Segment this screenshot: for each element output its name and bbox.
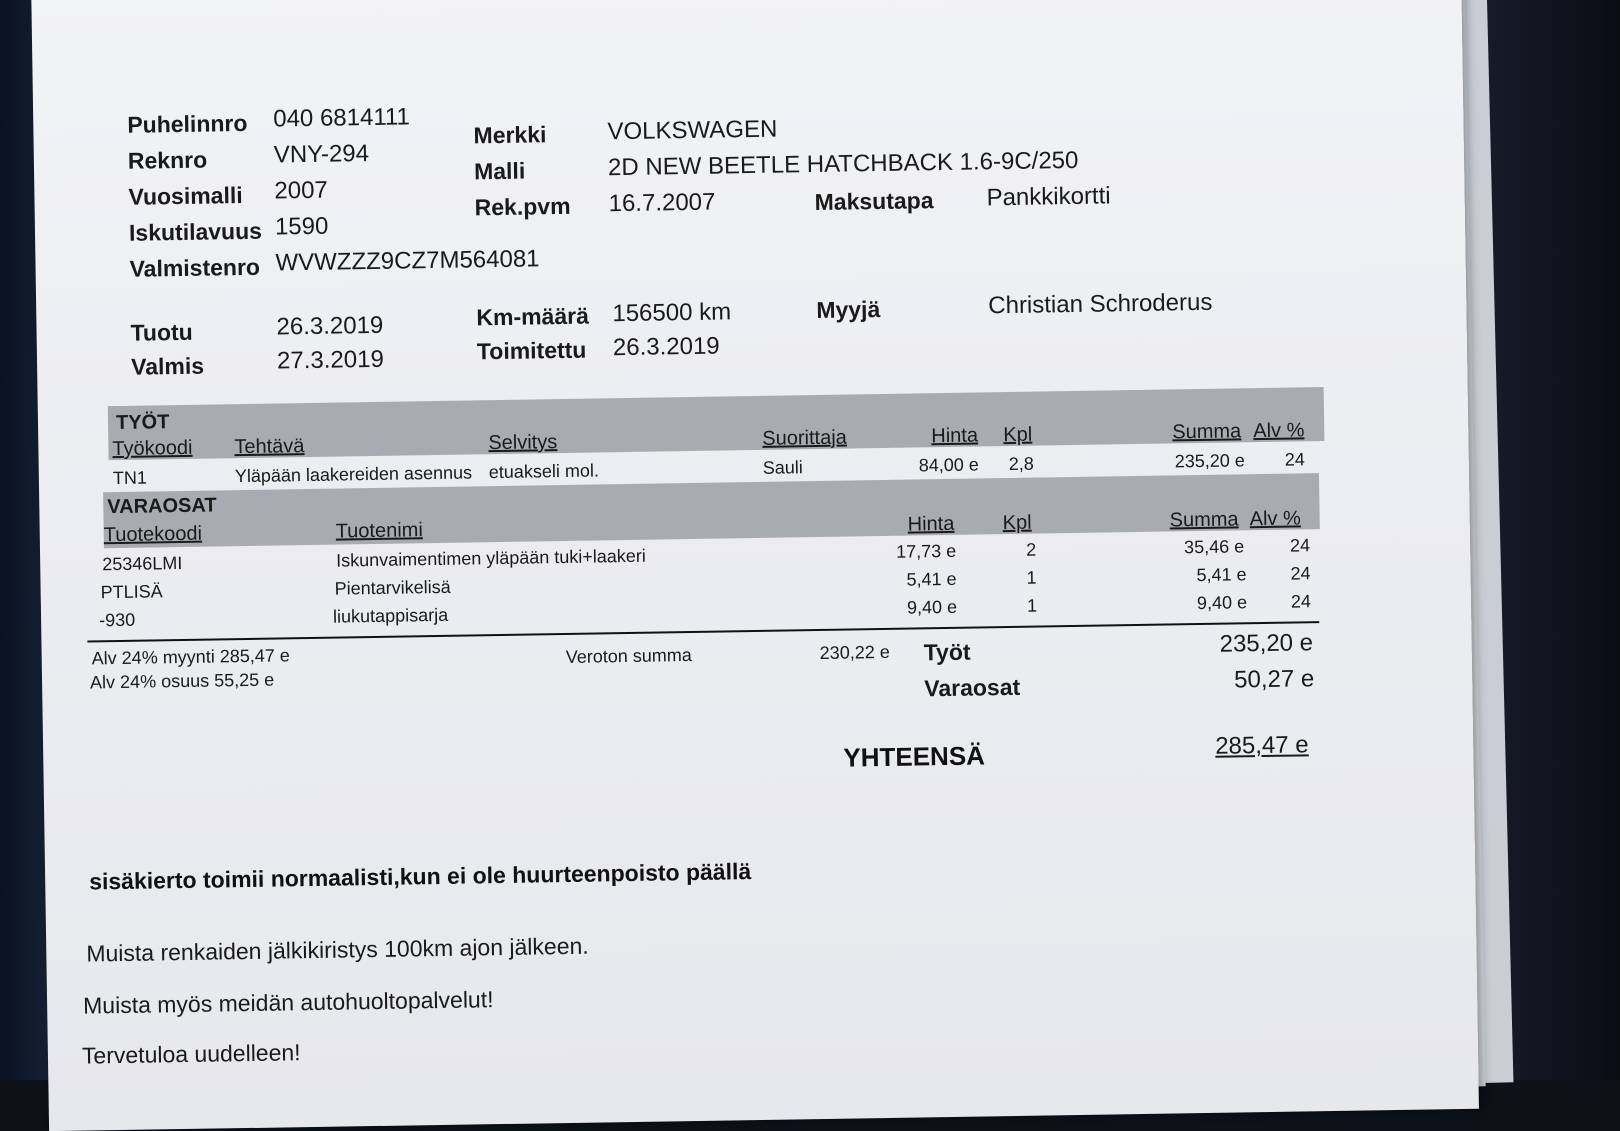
tyot-total-value: 235,20 e [1219, 629, 1314, 658]
iskutilavuus-value: 1590 [274, 212, 329, 241]
note-tervetuloa: Tervetuloa uudelleen! [81, 1039, 301, 1069]
toimitettu-label: Toimitettu [476, 336, 587, 365]
note-sisakierto: sisäkierto toimii normaalisti,kun ei ole huurteenpoisto päällä [88, 858, 752, 895]
varaosat-row-1-alv: 24 [1289, 535, 1311, 556]
maksutapa-label: Maksutapa [814, 187, 934, 216]
varaosat-row-2-kpl: 1 [1026, 567, 1037, 588]
valmis-value: 27.3.2019 [276, 345, 385, 375]
tyot-row-koodi: TN1 [112, 467, 148, 489]
tyot-row-alv: 24 [1284, 449, 1305, 470]
alv-myynti: Alv 24% myynti 285,47 e [91, 645, 290, 669]
valmistenro-value: WVWZZZ9CZ7M564081 [275, 245, 540, 277]
tyot-header-hinta: Hinta [931, 424, 979, 448]
tyot-header-selvitys: Selvitys [488, 431, 558, 455]
yhteensa-value: 285,47 e [1215, 731, 1309, 760]
varaosat-row-3-alv: 24 [1290, 591, 1312, 612]
tyot-total-label: Työt [923, 638, 971, 666]
tuotu-label: Tuotu [130, 318, 193, 346]
varaosat-row-3-summa: 9,40 e [1196, 592, 1248, 614]
varaosat-header-summa: Summa [1169, 508, 1239, 532]
varaosat-row-1-kpl: 2 [1025, 539, 1037, 560]
varaosat-header-tuotenimi: Tuotenimi [335, 519, 423, 543]
varaosat-row-1-hinta: 17,73 e [895, 540, 957, 562]
yhteensa-label: YHTEENSÄ [843, 740, 986, 773]
puhelinnro-value: 040 6814111 [273, 103, 411, 133]
invoice-paper [31, 0, 1479, 1131]
myyja-label: Myyjä [816, 296, 881, 324]
varaosat-row-2-koodi: PTLISÄ [100, 581, 163, 603]
varaosat-total-label: Varaosat [924, 673, 1021, 702]
tyot-header-summa: Summa [1172, 420, 1242, 444]
varaosat-row-1-nimi: Iskunvaimentimen yläpään tuki+laakeri [336, 545, 646, 571]
varaosat-row-3-kpl: 1 [1026, 595, 1038, 616]
tyot-header-kpl: Kpl [1003, 423, 1033, 447]
note-autohuolto: Muista myös meidän autohuoltopalvelut! [82, 986, 494, 1019]
rekpvm-label: Rek.pvm [474, 192, 571, 221]
merkki-value: VOLKSWAGEN [607, 115, 778, 146]
tyot-title: TYÖT [115, 411, 170, 435]
tyot-header-tehtava: Tehtävä [234, 435, 305, 459]
tuotu-value: 26.3.2019 [276, 311, 384, 341]
tyot-row-suorittaja: Sauli [762, 457, 803, 478]
maksutapa-value: Pankkikortti [986, 182, 1111, 212]
tyot-row-kpl: 2,8 [1008, 453, 1034, 475]
tyot-row-selvitys: etuakseli mol. [488, 460, 600, 483]
vuosimalli-label: Vuosimalli [128, 182, 243, 210]
note-renkaat: Muista renkaiden jälkikiristys 100km ajon jälkeen. [86, 932, 589, 967]
varaosat-total-value: 50,27 e [1233, 665, 1315, 694]
varaosat-row-1-koodi: 25346LMI [102, 552, 183, 575]
tyot-header-alv: Alv % [1253, 419, 1305, 443]
varaosat-row-3-nimi: liukutappisarja [332, 604, 449, 627]
varaosat-row-3-hinta: 9,40 e [906, 596, 958, 618]
varaosat-header-tuotekoodi: Tuotekoodi [103, 522, 203, 547]
varaosat-header-hinta: Hinta [907, 512, 955, 536]
rekpvm-value: 16.7.2007 [608, 188, 716, 218]
kmmaara-value: 156500 km [612, 298, 732, 328]
malli-value: 2D NEW BEETLE HATCHBACK 1.6-9C/250 [607, 146, 1079, 182]
veroton-label: Veroton summa [565, 645, 692, 667]
iskutilavuus-label: Iskutilavuus [128, 217, 263, 246]
alv-osuus: Alv 24% osuus 55,25 e [89, 669, 275, 693]
tyot-header-suorittaja: Suorittaja [762, 426, 847, 450]
merkki-label: Merkki [473, 121, 547, 149]
varaosat-row-2-summa: 5,41 e [1196, 564, 1247, 586]
varaosat-row-2-nimi: Pientarvikelisä [334, 576, 451, 599]
invoice-document [31, 0, 1479, 1131]
varaosat-header-kpl: Kpl [1002, 511, 1032, 535]
myyja-value: Christian Schroderus [988, 288, 1213, 320]
toimitettu-value: 26.3.2019 [612, 332, 720, 362]
varaosat-title: VARAOSAT [107, 494, 217, 519]
valmis-label: Valmis [130, 352, 205, 380]
vuosimalli-value: 2007 [274, 176, 328, 205]
reknro-label: Reknro [127, 146, 208, 174]
reknro-value: VNY-294 [273, 140, 370, 169]
puhelinnro-label: Puhelinnro [127, 109, 248, 138]
valmistenro-label: Valmistenro [129, 253, 261, 282]
tyot-row-hinta: 84,00 e [918, 454, 979, 476]
malli-label: Malli [473, 157, 526, 185]
veroton-value: 230,22 e [819, 641, 890, 663]
varaosat-row-2-alv: 24 [1290, 563, 1311, 584]
totals-divider [87, 621, 1319, 642]
tyot-row-tehtava: Yläpään laakereiden asennus [234, 462, 473, 487]
varaosat-row-3-koodi: -930 [98, 609, 136, 631]
kmmaara-label: Km-määrä [476, 302, 590, 331]
varaosat-row-2-hinta: 5,41 e [906, 568, 957, 590]
tyot-header-tyokoodi: Työkoodi [112, 436, 193, 461]
varaosat-row-1-summa: 35,46 e [1183, 536, 1245, 558]
varaosat-header-alv: Alv % [1249, 507, 1301, 531]
tyot-row-summa: 235,20 e [1174, 450, 1245, 472]
